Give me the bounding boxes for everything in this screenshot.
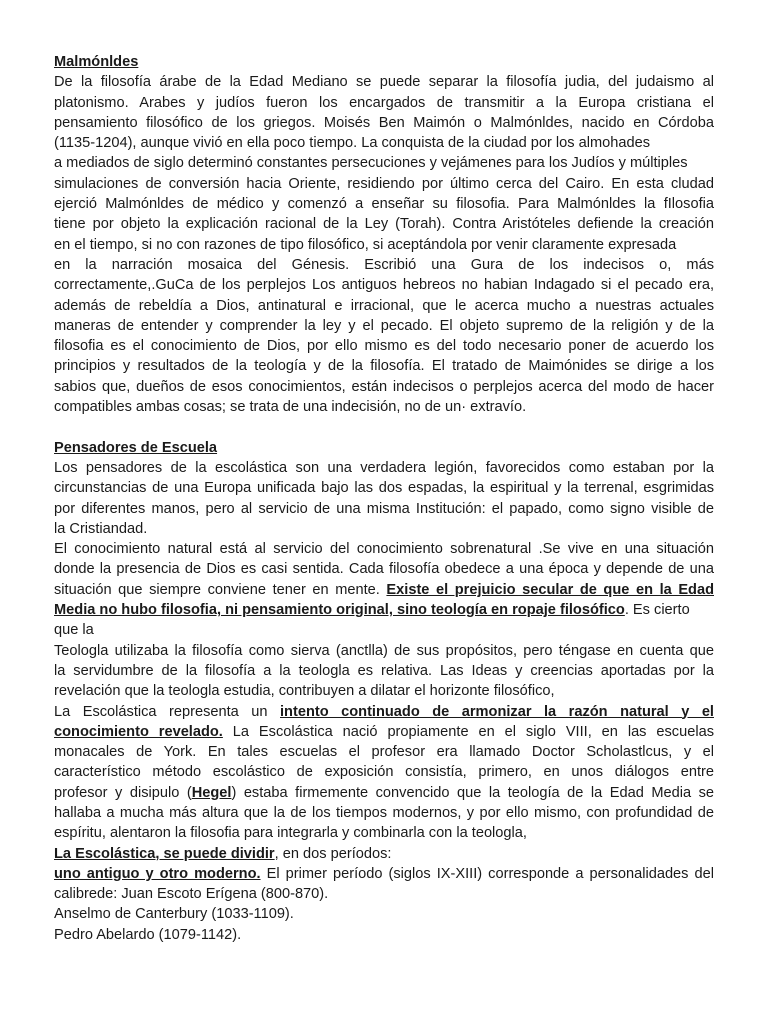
paragraph-line: por diferentes manos, pero al servicio de una misma Institución: el papado, como signo visible de [54, 500, 714, 517]
paragraph-line: donde la presencia de Dios es casi sentida. Cada filosofía obedece a una época y depende de una [54, 561, 714, 578]
paragraph-line: correctamente,.GuCa de los perplejos Los antiguos hebreos no habian Indagado si el pecado era, [54, 277, 714, 294]
section-title-maimonides: Malmónldes [54, 54, 139, 70]
paragraph-line: hallaba a mucha más altura que la de los tiempos modernos, y por ello mismo, con profundidad de [54, 804, 714, 821]
paragraph-line: que la [54, 622, 94, 639]
text-run: . Es cierto [624, 602, 690, 619]
text-run: , en dos períodos: [274, 845, 392, 862]
paragraph-line [54, 580, 714, 600]
paragraph-line: (1135-1204), aunque vivió en ella poco tiempo. La conquista de la ciudad por los almohades [54, 135, 651, 152]
paragraph-line: la servidumbre de la filosofía a la teologla es relativa. Las Ideas y creencias aportadas por la [54, 662, 714, 679]
paragraph-line: De la filosofía árabe de la Edad Mediano se puede separar la filosofía judia, del judaismo al [54, 74, 714, 91]
paragraph-line: compatibles ambas cosas; se trata de una indecisión, no de un· extravío. [54, 399, 527, 416]
paragraph-line: a mediados de siglo determinó constantes persecuciones y vejámenes para los Judíos y múltiples [54, 155, 688, 172]
emphasis-text: Media no hubo filosofia, ni pensamiento original, sino teología en ropaje filosófico [54, 602, 625, 619]
paragraph-line: en la narración mosaica del Génesis. Escribió una Gura de los indecisos o, más [54, 256, 714, 273]
paragraph-line: El conocimiento natural está al servicio del conocimiento sobrenatural .Se vive en una situación [54, 541, 714, 558]
paragraph-line: sabios que, dueños de esos conocimientos, están indecisos o perplejos acerca del modo de hacer [54, 378, 714, 395]
section-title-pensadores: Pensadores de Escuela [54, 439, 218, 456]
paragraph-line: característico método escolástico de exposición consistía, primero, en unos diálogos entre [54, 764, 714, 781]
paragraph-line: espíritu, alentaron la filosofia para integrarla y combinarla con la teologla, [54, 825, 527, 842]
paragraph-line: monacales de York. En tales escuelas el profesor era llamado Doctor Scholastlcus, y el [54, 744, 714, 761]
paragraph-line: en el tiempo, si no con razones de tipo filosófico, si aceptándola por venir claramente expresada [54, 236, 677, 253]
paragraph-line: Pedro Abelardo (1079-1142). [54, 926, 242, 943]
text-run: La Escolástica nació propiamente en el siglo VIII, en las escuelas [222, 723, 714, 740]
paragraph-line: simulaciones de conversión hacia Oriente, residiendo por último cerca del Cairo. En esta cludad [54, 175, 714, 192]
paragraph-line: tiene por objeto la explicación racional de la Ley (Torah). Contra Aristóteles defiende la creación [54, 216, 714, 233]
paragraph-line: filosofia es el conocimiento de Dios, por ello mismo es del todo necesario poner de acuerdo los [54, 338, 714, 355]
paragraph-line [54, 600, 714, 620]
text-run: situación que siempre conviene tener en mente. [54, 581, 387, 598]
emphasis-text: La Escolástica, se puede dividir [54, 845, 275, 862]
text-run: La Escolástica representa un [54, 703, 280, 720]
paragraph-line: Teologla utilizaba la filosofía como sierva (anctlla) de sus propósitos, pero téngase en cuenta que [54, 642, 714, 659]
paragraph-line: maneras de entender y comprender la ley y el pecado. El objeto supremo de la religión y de la [54, 317, 714, 334]
text-run: ) estaba firmemente convencido que la teología de la Edad Media se [231, 784, 714, 801]
paragraph-line: revelación que la teologla estudia, contribuyen a dilatar el horizonte filosófico, [54, 683, 555, 700]
paragraph-line [54, 783, 714, 803]
paragraph-line: pensamiento filosófico de los griegos. Moisés Ben Maimón o Malmónldes, nacido en Córdoba [54, 114, 714, 131]
paragraph-line: Los pensadores de la escolástica son una verdadera legión, favorecidos como estaban por la [54, 459, 714, 476]
document-page [54, 52, 714, 945]
emphasis-text: Hegel [191, 784, 232, 801]
paragraph-line: además de rebeldía a Dios, antinatural e irracional, que le acerca mucho a nuestras actuales [54, 297, 714, 314]
emphasis-text: Existe el prejuicio secular de que en la Edad [386, 581, 714, 598]
paragraph-line: circunstancias de una Europa unificada bajo las dos espadas, la espiritual y la terrenal, esgrimidas [54, 480, 714, 497]
text-run: profesor y disipulo ( [54, 784, 192, 801]
paragraph-line [54, 864, 714, 884]
emphasis-text: uno antiguo y otro moderno. [54, 865, 261, 882]
paragraph-line: principios y resultados de la teología y de la filosofía. El tratado de Maimónides se dirige a los [54, 358, 714, 375]
paragraph-line [54, 722, 714, 742]
paragraph-line: la Cristiandad. [54, 520, 148, 537]
emphasis-text: intento continuado de armonizar la razón natural y el [280, 703, 714, 720]
paragraph-line [54, 702, 714, 722]
section-gap [54, 417, 714, 437]
paragraph-line: Anselmo de Canterbury (1033-1109). [54, 906, 294, 923]
text-run: El primer período (siglos IX-XIII) corresponde a personalidades del [260, 865, 714, 882]
emphasis-text: conocimiento revelado. [54, 723, 223, 740]
paragraph-line: ejerció Malmónldes de médico y comenzó a enseñar su filosofia. Para Malmónldes la fIlosofia [54, 196, 714, 213]
paragraph-line: calibrede: Juan Escoto Erígena (800-870). [54, 886, 329, 903]
paragraph-line [54, 844, 714, 864]
paragraph-line: platonismo. Arabes y judíos fueron los encargados de transmitir a la Europa cristiana el [54, 94, 714, 111]
